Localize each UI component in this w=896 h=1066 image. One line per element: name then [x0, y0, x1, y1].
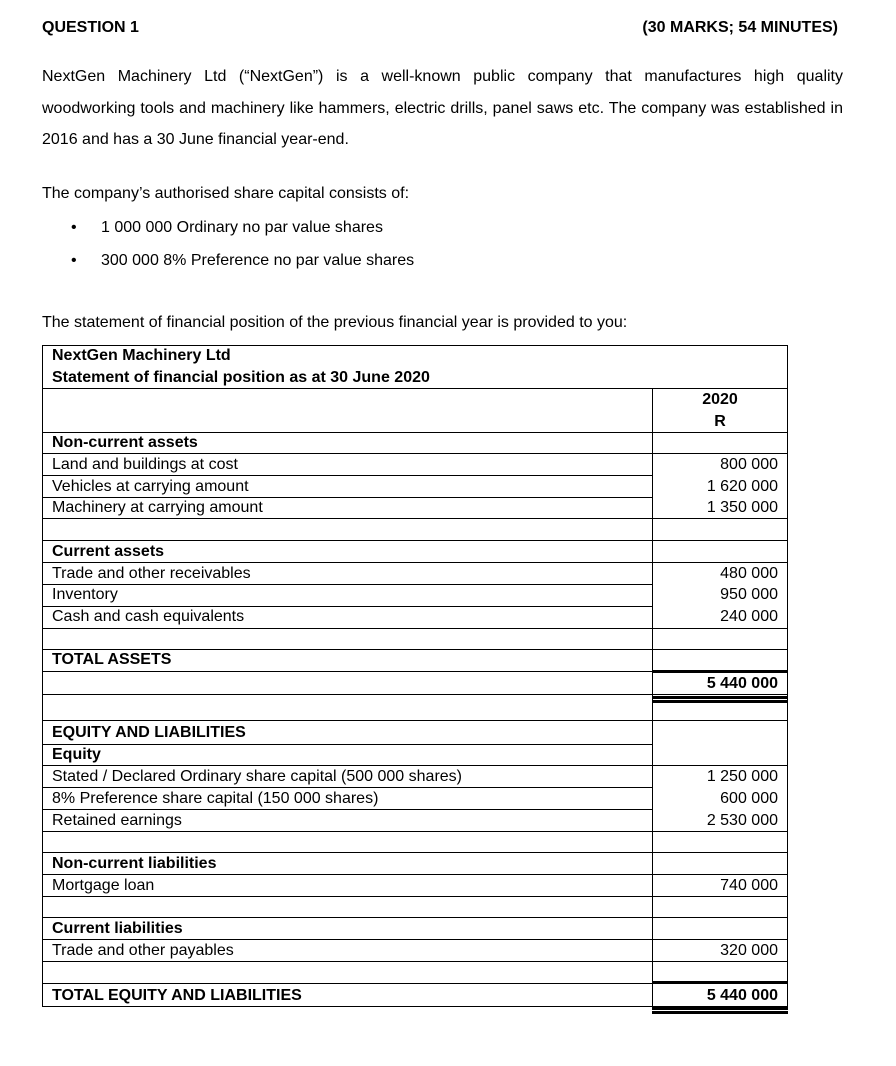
line-item-amount: 1 250 000	[706, 768, 778, 785]
currency-header: R	[714, 413, 726, 430]
row-divider	[42, 961, 788, 962]
row-divider	[42, 744, 652, 745]
section-heading: Non-current liabilities	[52, 855, 217, 872]
row-divider	[652, 453, 788, 454]
row-divider	[42, 628, 788, 629]
subsection-heading: Equity	[52, 746, 101, 763]
row-divider	[42, 453, 652, 454]
total-equity-liabilities-amount: 5 440 000	[706, 987, 778, 1004]
line-item-amount: 950 000	[720, 586, 778, 603]
question-title: QUESTION 1	[42, 19, 139, 36]
row-divider	[42, 518, 788, 519]
intro-paragraph: NextGen Machinery Ltd (“NextGen”) is a well-known public company that manufactures high quality woodworking tools and machinery like hammers, electric drills, panel saws etc. The company was established in 2016 and has a 30 June financial year-end.	[42, 68, 843, 148]
line-item-label: Inventory	[52, 586, 118, 603]
bullet-icon: •	[71, 219, 77, 236]
sofp-intro: The statement of financial position of the previous financial year is provided to you:	[42, 314, 628, 331]
total-rule-double	[652, 700, 788, 703]
line-item-label: Vehicles at carrying amount	[52, 478, 249, 495]
total-rule-top	[652, 981, 788, 984]
line-item-label: 8% Preference share capital (150 000 shares)	[52, 790, 379, 807]
line-item-label: Trade and other payables	[52, 942, 234, 959]
row-divider	[42, 896, 788, 897]
line-item-amount: 1 350 000	[706, 499, 778, 516]
line-item-amount: 320 000	[720, 942, 778, 959]
line-item-label: Machinery at carrying amount	[52, 499, 263, 516]
total-assets-label: TOTAL ASSETS	[52, 651, 172, 668]
capital-intro: The company’s authorised share capital consists of:	[42, 185, 410, 202]
line-item-label: Trade and other receivables	[52, 565, 251, 582]
bullet-text: 1 000 000 Ordinary no par value shares	[101, 219, 383, 236]
section-heading: Non-current assets	[52, 434, 198, 451]
line-item-amount: 740 000	[720, 877, 778, 894]
row-divider	[42, 584, 652, 585]
row-divider	[42, 694, 788, 695]
total-rule-top	[652, 670, 788, 673]
section-heading: Current assets	[52, 543, 165, 560]
year-header: 2020	[702, 391, 738, 408]
total-rule-double	[652, 1011, 788, 1014]
section-heading: Current liabilities	[52, 920, 183, 937]
row-divider	[42, 917, 788, 918]
row-divider	[652, 562, 788, 563]
row-divider	[42, 475, 652, 476]
bullet-icon: •	[71, 252, 77, 269]
total-equity-liabilities-label: TOTAL EQUITY AND LIABILITIES	[52, 987, 302, 1004]
line-item-amount: 2 530 000	[706, 812, 778, 829]
line-item-amount: 1 620 000	[706, 478, 778, 495]
row-divider	[42, 874, 788, 875]
row-divider	[42, 852, 788, 853]
question-header	[42, 19, 838, 41]
bullet-text: 300 000 8% Preference no par value shares	[101, 252, 415, 269]
row-divider	[42, 787, 652, 788]
line-item-label: Retained earnings	[52, 812, 182, 829]
line-item-label: Cash and cash equivalents	[52, 608, 245, 625]
total-rule-double	[652, 1007, 788, 1010]
section-heading: EQUITY AND LIABILITIES	[52, 724, 246, 741]
total-rule-double	[652, 696, 788, 699]
row-divider	[42, 765, 788, 766]
question-marks: (30 MARKS; 54 MINUTES)	[642, 19, 838, 36]
row-divider	[42, 562, 652, 563]
total-assets-amount: 5 440 000	[706, 675, 778, 692]
row-divider	[42, 540, 788, 541]
statement-title: Statement of financial position as at 30 June 2020	[52, 369, 430, 386]
line-item-amount: 800 000	[720, 456, 778, 473]
row-divider	[42, 720, 788, 721]
line-item-label: Stated / Declared Ordinary share capital (500 000 shares)	[52, 768, 462, 785]
row-divider	[42, 671, 652, 672]
line-item-label: Land and buildings at cost	[52, 456, 238, 473]
row-divider	[42, 939, 788, 940]
line-item-amount: 600 000	[720, 790, 778, 807]
row-divider	[42, 831, 788, 832]
row-divider	[42, 809, 652, 810]
line-item-amount: 480 000	[720, 565, 778, 582]
line-item-label: Mortgage loan	[52, 877, 155, 894]
line-item-amount: 240 000	[720, 608, 778, 625]
company-name: NextGen Machinery Ltd	[52, 347, 231, 364]
